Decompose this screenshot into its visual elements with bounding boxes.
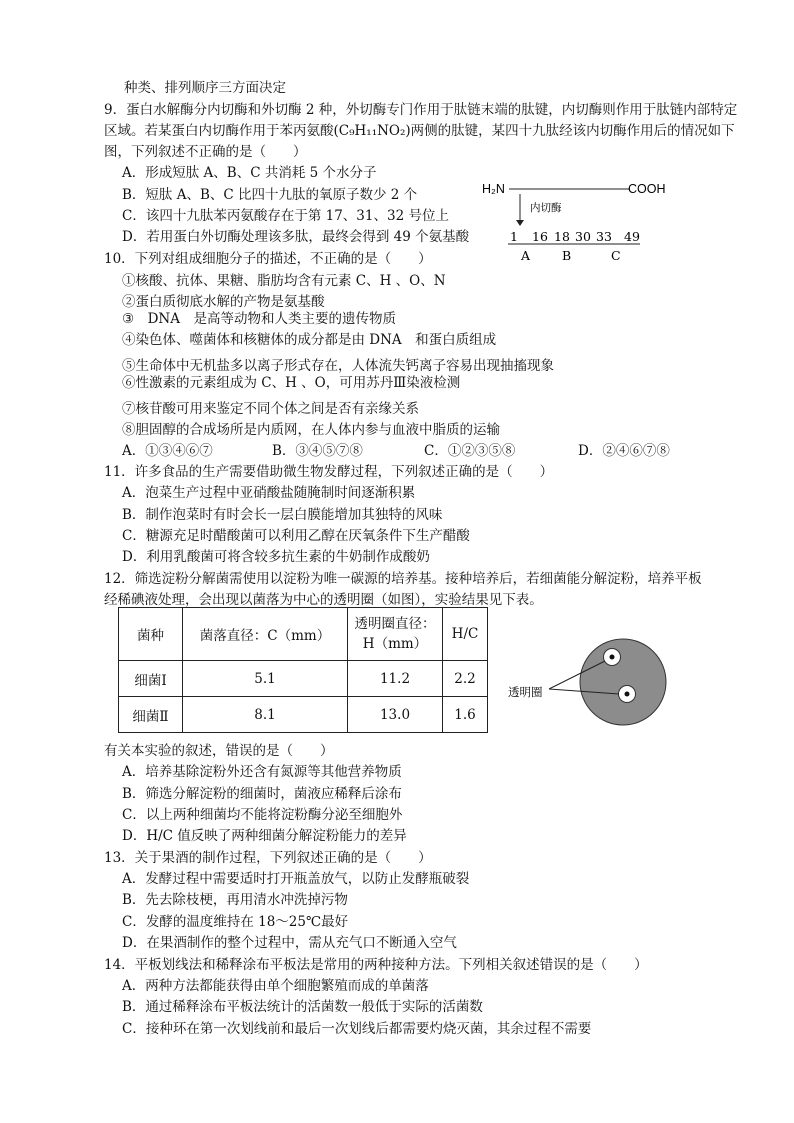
table-header-colony-diameter: 菌落直径：C（mm） [183,608,348,661]
line-continuation: 种类、排列顺序三方面决定 [124,80,286,96]
q12-option-b: B．筛选分解淀粉的细菌时，菌液应稀释后涂布 [122,786,402,802]
q14-option-c: C．接种环在第一次划线前和最后一次划线后都需要灼烧灭菌，其余过程不需要 [122,1021,592,1037]
table-header-row [119,608,488,661]
pos-30: 30 [575,229,591,244]
q9-option-a: A．形成短肽 A、B、C 共消耗 5 个水分子 [122,165,377,181]
q10-stem: 10．下列对组成细胞分子的描述，不正确的是（ ） [104,251,432,267]
q11-option-d: D．利用乳酸菌可将含较多抗生素的牛奶制作成酸奶 [122,549,430,565]
q12-option-a: A．培养基除淀粉外还含有氮源等其他营养物质 [122,764,402,780]
q9-option-d: D．若用蛋白外切酶处理该多肽，最终会得到 49 个氨基酸 [122,229,470,245]
peptide-diagram [478,176,668,266]
q14-stem: 14．平板划线法和稀释涂布平板法是常用的两种接种方法。下列相关叙述错误的是（ ） [104,957,648,973]
table-cell-ratio: 2.2 [443,661,488,697]
pos-18: 18 [554,229,570,244]
q14-option-a: A．两种方法都能获得由单个细胞繁殖而成的单菌落 [122,978,429,994]
plate-figure [504,632,684,742]
fragment-b: B [562,248,572,263]
q10-item-4: ④染色体、噬菌体和核糖体的成分都是由 DNA 和蛋白质组成 [122,332,497,348]
pos-33: 33 [596,229,612,244]
q9-option-c: C．该四十九肽苯丙氨酸存在于第 17、31、32 号位上 [122,208,449,224]
q12-option-d: D．H/C 值反映了两种细菌分解淀粉能力的差异 [122,828,407,844]
q10-option-a: A．①③④⑥⑦ [122,443,213,459]
fragment-c: C [611,248,621,263]
q10-item-3: ③ DNA 是高等动物和人类主要的遗传物质 [122,311,396,327]
enzyme-label: 内切酶 [530,202,562,214]
q10-item-2: ②蛋白质彻底水解的产物是氨基酸 [122,294,325,310]
q12-stem-3: 有关本实验的叙述，错误的是（ ） [104,743,334,759]
q9-stem-1: 9．蛋白水解酶分内切酶和外切酶 2 种，外切酶专门作用于肽链末端的肽键，内切酶则作用于肽链内部特定 [104,102,738,118]
peptide-right-end: COOH [628,182,666,196]
q13-option-a: A．发酵过程中需要适时打开瓶盖放气，以防止发酵瓶破裂 [122,871,470,887]
pos-1: 1 [510,229,518,244]
results-table [118,607,488,733]
q13-stem: 13．关于果酒的制作过程，下列叙述正确的是（ ） [104,850,432,866]
table-cell-c: 5.1 [183,661,348,697]
q13-option-c: C．发酵的温度维持在 18～25℃最好 [122,914,349,930]
q9-option-b: B．短肽 A、B、C 比四十九肽的氧原子数少 2 个 [122,187,418,203]
culture-plate [580,639,666,725]
q10-option-d: D．②④⑥⑦⑧ [578,443,670,459]
table-cell-c: 8.1 [183,697,348,733]
table-cell-strain: 细菌Ⅰ [119,661,183,697]
peptide-left-end: H₂N [482,182,505,196]
table-row [119,661,488,697]
q10-item-6: ⑥性激素的元素组成为 C、H 、O，可用苏丹Ⅲ染液检测 [122,375,461,391]
table-header-ratio: H/C [443,608,488,661]
q10-item-1: ①核酸、抗体、果糖、脂肪均含有元素 C、H 、O、N [122,273,446,289]
halo-label: 透明圈 [508,685,543,699]
table-row [119,697,488,733]
q10-option-b: B．③④⑤⑦⑧ [272,443,363,459]
table-header-halo-diameter [348,608,443,661]
enzyme-arrowhead [516,220,524,226]
q13-option-b: B．先去除枝梗，再用清水冲洗掉污物 [122,892,348,908]
q11-stem: 11．许多食品的生产需要借助微生物发酵过程，下列叙述正确的是（ ） [104,464,554,480]
q12-stem-2: 经稀碘液处理，会出现以菌落为中心的透明圈（如图），实验结果见下表。 [104,592,543,608]
q11-option-a: A．泡菜生产过程中亚硝酸盐随腌制时间逐渐积累 [122,485,416,501]
colony-2 [625,692,630,697]
table-cell-h: 11.2 [348,661,443,697]
pos-16: 16 [532,229,548,244]
q10-option-c: C．①②③⑤⑧ [424,443,516,459]
table-cell-strain: 细菌Ⅱ [119,697,183,733]
q14-option-b: B．通过稀释涂布平板法统计的活菌数一般低于实际的活菌数 [122,999,483,1015]
table-header-halo-line1: 透明圈直径： [354,616,436,632]
q9-stem-2: 区域。若某蛋白内切酶作用于苯丙氨酸(C₉H₁₁NO₂)两侧的肽键，某四十九肽经该内切酶作用后的情况如下 [104,123,735,139]
q11-option-b: B．制作泡菜时有时会长一层白膜能增加其独特的风味 [122,507,443,523]
q13-option-d: D．在果酒制作的整个过程中，需从充气口不断通入空气 [122,935,457,951]
q12-option-c: C．以上两种细菌均不能将淀粉酶分泌至细胞外 [122,807,403,823]
pos-49: 49 [624,229,640,244]
table-cell-h: 13.0 [348,697,443,733]
table-header-halo-line2: H（mm） [362,636,428,652]
q10-item-7: ⑦核苷酸可用来鉴定不同个体之间是否有亲缘关系 [122,401,419,417]
q11-option-c: C．糖源充足时醋酸菌可以利用乙醇在厌氧条件下生产醋酸 [122,528,470,544]
table-cell-ratio: 1.6 [443,697,488,733]
q10-item-5: ⑤生命体中无机盐多以离子形式存在，人体流失钙离子容易出现抽搐现象 [122,358,554,374]
colony-1 [610,655,615,660]
q10-item-8: ⑧胆固醇的合成场所是内质网，在人体内参与血液中脂质的运输 [122,422,500,438]
fragment-a: A [521,248,531,263]
table-header-strain: 菌种 [119,608,183,661]
q12-stem-1: 12．筛选淀粉分解菌需使用以淀粉为唯一碳源的培养基。接种培养后，若细菌能分解淀粉，培养平板 [104,571,702,587]
q9-stem-3: 图，下列叙述不正确的是（ ） [104,144,307,160]
